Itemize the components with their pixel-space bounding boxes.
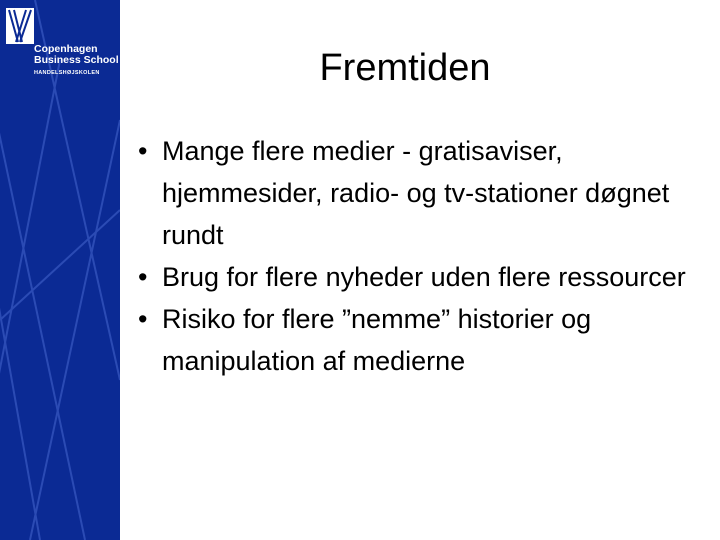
logo-line-3: HANDELSHØJSKOLEN xyxy=(34,70,100,76)
bullet-item-3 xyxy=(138,298,698,382)
bullet-dot-icon: • xyxy=(138,136,148,166)
bullet-text-3: Risiko for flere ”nemme” historier og manipulation af medierne xyxy=(162,304,592,376)
sidebar-panel xyxy=(0,0,120,540)
bullet-item-2 xyxy=(138,256,698,298)
cbs-logo-icon xyxy=(6,8,34,44)
bullet-dot-icon: • xyxy=(138,262,148,292)
bullet-item-1 xyxy=(138,130,698,256)
logo-line-1: Copenhagen xyxy=(34,43,98,55)
logo-line-2: Business School xyxy=(34,54,119,66)
bullet-dot-icon: • xyxy=(138,304,148,334)
bullet-list xyxy=(138,130,698,382)
sidebar-decorative-lines xyxy=(0,0,120,540)
cbs-logo-text xyxy=(34,44,119,79)
bullet-text-2: Brug for flere nyheder uden flere ressourcer xyxy=(162,262,686,292)
slide-title: Fremtiden xyxy=(319,47,491,89)
bullet-text-1: Mange flere medier - gratisaviser, hjemmesider, radio- og tv-stationer døgnet rundt xyxy=(162,136,670,250)
